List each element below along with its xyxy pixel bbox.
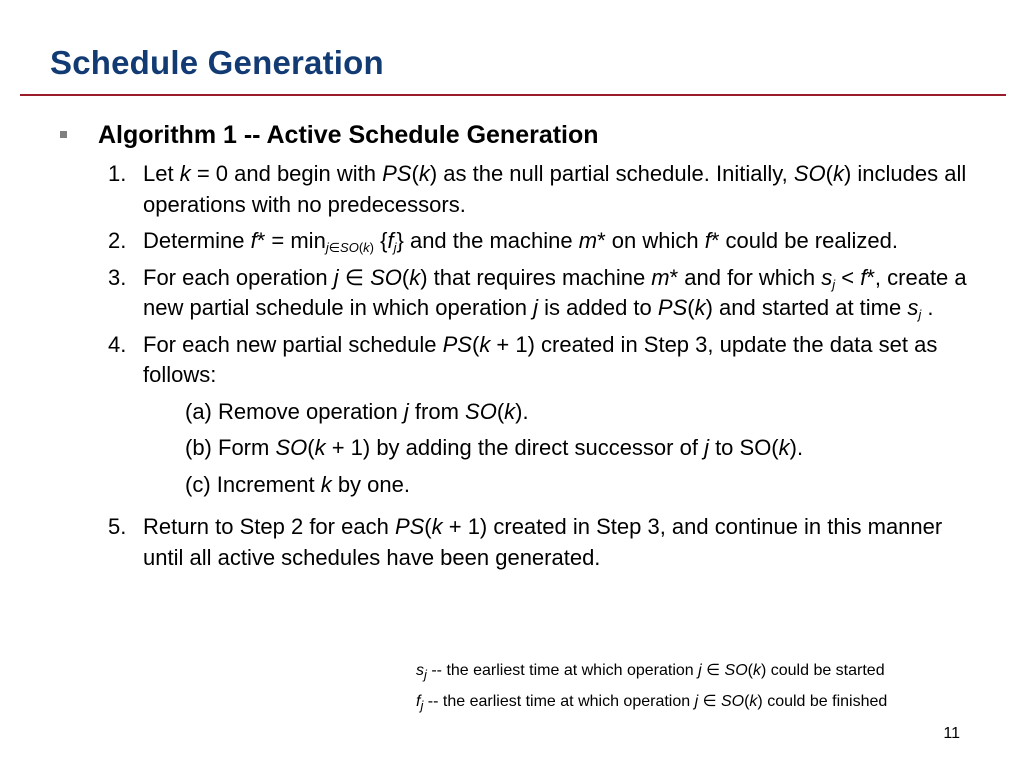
step-text: For each operation j ∈ SO(k) that requires machine m* and for which $s_j < f*$, create a new partial schedule in which operation j is added to PS(k) and started at time $s_j$ . (143, 264, 967, 322)
step-text: Return to Step 2 for each PS(k + 1) created in Step 3, and continue in this manner until all active schedules have been generated. (143, 514, 943, 570)
page-number: 11 (943, 725, 960, 742)
step-number: 2. (108, 228, 127, 253)
footnotes (416, 655, 887, 717)
step-5 (108, 512, 988, 573)
step-number: 4. (108, 331, 127, 357)
bullet-heading: Algorithm 1 -- Active Schedule Generation (98, 121, 599, 149)
title-divider (20, 94, 1006, 96)
square-bullet-icon (60, 131, 67, 138)
slide-title: Schedule Generation (50, 44, 384, 81)
step-1 (108, 159, 988, 220)
substep-a: (a) Remove operation j from SO(k). (185, 398, 529, 424)
step-text: Let k = 0 and begin with PS(k) as the null partial schedule. Initially, SO(k) includes all operations with no predecessors. (143, 161, 967, 217)
step-number: 3. (108, 264, 127, 290)
step-4 (108, 330, 988, 507)
step-number: 1. (108, 161, 127, 186)
footnote-finish-time: $f_j$ -- the earliest time at which operation j ∈ SO(k) could be finished (416, 693, 888, 713)
substep-c: (c) Increment k by one. (185, 471, 410, 497)
step-text: For each new partial schedule PS(k + 1) created in Step 3, update the data set as follows: (143, 331, 938, 387)
step-2 (108, 226, 988, 257)
substep-list (143, 397, 988, 501)
step-body (143, 330, 988, 507)
step-number: 5. (108, 514, 127, 539)
step-text: Determine $f* = \min_{j\in SO(k)} \{f_j\}$ and the machine m* on which f* could be realized. (143, 228, 898, 255)
algorithm-steps (108, 159, 988, 579)
step-3 (108, 263, 988, 324)
footnote-start-time: $s_j$ -- the earliest time at which operation j ∈ SO(k) could be started (416, 662, 885, 682)
substep-b: (b) Form SO(k + 1) by adding the direct successor of j to SO(k). (185, 435, 804, 460)
